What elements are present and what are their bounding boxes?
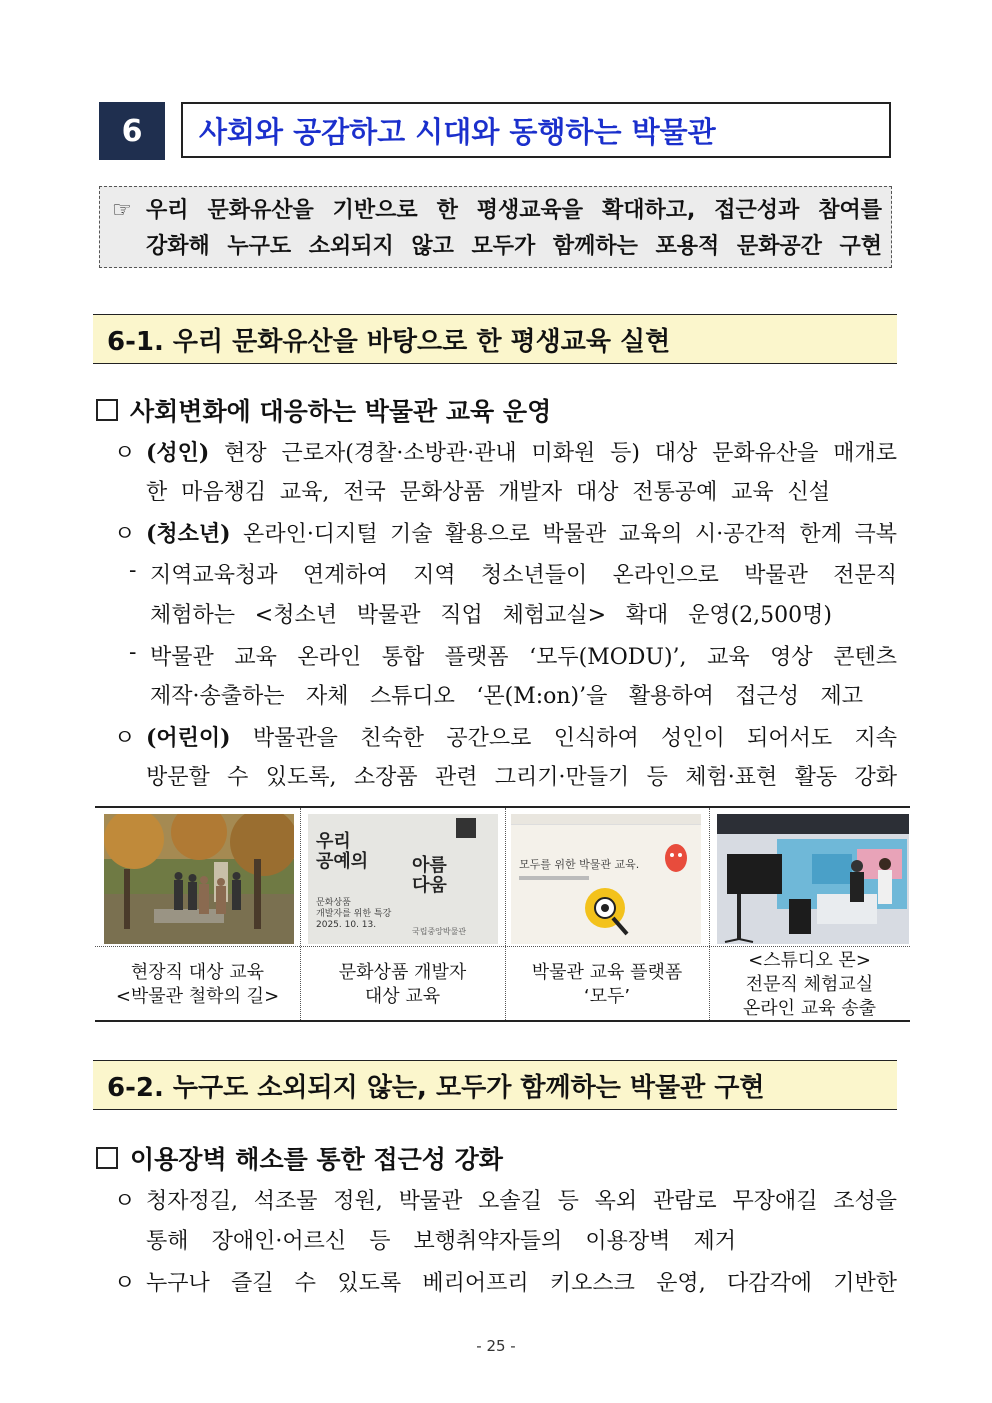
caption-line: 대상 교육 (364, 986, 441, 1007)
tag-child: (어린이) (146, 725, 231, 751)
photo-craft-poster (308, 814, 498, 944)
caption (709, 950, 910, 1020)
summary-line-1: 우리 문화유산을 기반으로 한 평생교육을 확대하고, 접근성과 참여를 (146, 198, 882, 223)
tag-youth: (청소년) (146, 521, 231, 547)
square-bullet-icon (96, 1147, 118, 1169)
dash-icon: - (129, 558, 137, 583)
bullet-a-line-1: 청자정길, 석조물 정원, 박물관 오솔길 등 옥외 관람로 무장애길 조성을 (146, 1189, 897, 1214)
caption-line: <스튜디오 몬> (748, 950, 871, 971)
chapter-title: 사회와 공감하고 시대와 동행하는 박물관 (181, 102, 891, 158)
text: 온라인·디지털 기술 활용으로 박물관 교육의 시·공간적 한계 극복 (230, 522, 897, 547)
bullet-child-line-2: 방문할 수 있도록, 소장품 관련 그리기·만들기 등 체험·표현 활동 강화 (146, 765, 897, 790)
bullet-icon: ㅇ (114, 522, 136, 547)
photo-platform-screen (511, 814, 701, 944)
section-title-6-2: 6-2. 누구도 소외되지 않는, 모두가 함께하는 박물관 구현 (93, 1060, 897, 1110)
section-title-6-1: 6-1. 우리 문화유산을 바탕으로 한 평생교육 실현 (93, 314, 897, 364)
bullet-b-line-1: 누구나 즐길 수 있도록 베리어프리 키오스크 운영, 다감각에 기반한 (146, 1271, 897, 1296)
screen-title: 모두를 위한 박물관 교육. (519, 858, 640, 871)
bullet-adult-line-2: 한 마음챙김 교육, 전국 문화상품 개발자 대상 전통공예 교육 신설 (146, 480, 830, 505)
pointing-hand-icon: ☞ (112, 198, 132, 223)
caption-line: ‘모두’ (583, 986, 631, 1007)
photo-cell-4 (709, 808, 910, 1020)
character-icon (661, 840, 691, 880)
dash-icon: - (129, 640, 137, 665)
subsection-heading-text: 사회변화에 대응하는 박물관 교육 운영 (130, 397, 552, 426)
summary-line-2: 강화해 누구도 소외되지 않고 모두가 함께하는 포용적 문화공간 구현 (146, 234, 882, 259)
photo-studio (717, 814, 909, 944)
tag-adult: (성인) (146, 440, 210, 466)
caption-line: 현장직 대상 교육 (130, 962, 265, 983)
photo-table (95, 806, 910, 1022)
summary-box (99, 186, 892, 268)
photo-cell-1 (95, 808, 300, 1020)
mascot-icon (583, 878, 633, 938)
photo-cell-2 (300, 808, 505, 1020)
bullet-icon: ㅇ (114, 726, 136, 751)
dash-1-line-2: 체험하는 <청소년 박물관 직업 체험교실> 확대 운영(2,500명) (150, 603, 832, 628)
subsection-heading-text: 이용장벽 해소를 통한 접근성 강화 (130, 1145, 503, 1174)
square-bullet-icon (96, 399, 118, 421)
qr-code-icon (456, 818, 476, 838)
bullet-adult-line-1 (146, 436, 897, 467)
poster-org: 국립중앙박물관 (412, 927, 467, 936)
caption-line: 박물관 교육 플랫폼 (531, 962, 683, 983)
caption (505, 950, 709, 1020)
caption-line: 온라인 교육 송출 (742, 998, 877, 1019)
dash-1-line-1: 지역교육청과 연계하여 지역 청소년들이 온라인으로 박물관 전문직 (150, 563, 897, 588)
poster-date: 2025. 10. 13. (316, 920, 377, 930)
dash-2-line-1: 박물관 교육 온라인 통합 플랫폼 ‘모두(MODU)’, 교육 영상 콘텐츠 (150, 645, 897, 670)
bullet-icon: ㅇ (114, 1271, 136, 1296)
bullet-youth-line-1 (146, 517, 897, 548)
text: 현장 근로자(경찰·소방관·관내 미화원 등) 대상 문화유산을 매개로 (209, 441, 897, 466)
poster-title: 아름 (412, 855, 447, 876)
chapter-number: 6 (99, 102, 165, 160)
bullet-child-line-1 (146, 721, 897, 752)
caption-line: 문화상품 개발자 (338, 962, 467, 983)
caption (95, 950, 300, 1020)
bullet-a-line-2: 통해 장애인·어르신 등 보행취약자들의 이용장벽 제거 (146, 1229, 736, 1254)
caption-line: <박물관 철학의 길> (115, 986, 280, 1007)
text: 박물관을 친숙한 공간으로 인식하여 성인이 되어서도 지속 (230, 726, 897, 751)
poster-title: 공예의 (316, 851, 369, 872)
poster-title: 다움 (412, 875, 447, 896)
bullet-icon: ㅇ (114, 1189, 136, 1214)
photo-cell-3 (505, 808, 709, 1020)
poster-title: 우리 (316, 831, 351, 852)
bullet-icon: ㅇ (114, 441, 136, 466)
poster-subtitle: 문화상품 (316, 898, 351, 908)
page-number: - 25 - (476, 1337, 516, 1355)
dash-2-line-2: 제작·송출하는 자체 스튜디오 ‘몬(M:on)’을 활용하여 접근성 제고 (150, 684, 863, 709)
poster-subtitle: 개발자를 위한 특강 (316, 909, 392, 919)
subsection-heading-1 (96, 392, 551, 428)
caption (300, 950, 505, 1020)
photo-outdoor-education (104, 814, 294, 944)
caption-line: 전문직 체험교실 (745, 974, 874, 995)
subsection-heading-2 (96, 1140, 503, 1176)
